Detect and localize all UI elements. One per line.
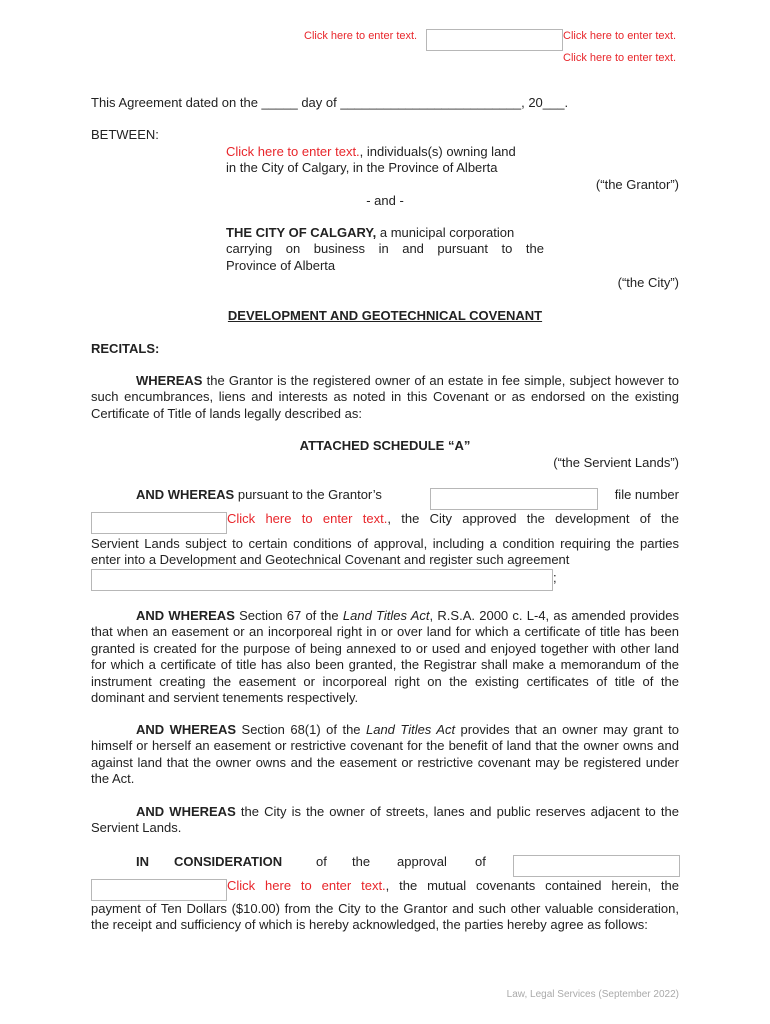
recital-2-line-2 [227,511,679,526]
consideration-w2: CONSIDERATION [174,854,283,869]
city-description-3: Province of Alberta [226,257,336,273]
header-placeholder-3[interactable]: Click here to enter text. [563,52,677,64]
city-description-1: a municipal corporation [376,225,515,240]
recital-3-lead: AND WHEREAS [136,608,235,623]
recital-5-lead: AND WHEREAS [136,804,236,819]
recital-2-text-a: pursuant to the Grantor’s [234,487,382,502]
grantor-block [226,144,546,177]
header-placeholder-2[interactable]: Click here to enter text. [563,30,677,42]
recital-2-lead: AND WHEREAS [136,487,235,502]
recital-2-line-1 [136,487,382,502]
city-name: THE CITY OF CALGARY, [226,225,377,240]
recital-2-text-b: file number [614,487,679,502]
consideration-w5: approval [397,854,447,869]
consideration-text-b: payment of Ten Dollars ($10.00) from the City to the Grantor and such other valuable consideration, the receipt and sufficiency of which is hereby acknowledged, the parties hereby agree as follows: [91,901,679,933]
recital-3-act: Land Titles Act [342,608,430,623]
consideration-w1: IN [136,854,149,869]
recital-4-act: Land Titles Act [365,722,456,737]
consideration-text-a: , the mutual covenants contained herein, the [385,878,679,893]
grantor-placeholder[interactable]: Click here to enter text. [226,144,360,159]
grantor-label: (“the Grantor”) [595,177,679,192]
consideration-w3: of [316,854,327,869]
grantor-file-field[interactable] [430,488,598,510]
schedule-title: ATTACHED SCHEDULE “A” [299,438,471,453]
recital-1-lead: WHEREAS [136,373,203,388]
recital-4-text-a: Section 68(1) of the [236,722,366,737]
recitals-heading: RECITALS: [91,341,160,356]
recital-4-lead: AND WHEREAS [136,722,237,737]
agreement-date-line: This Agreement dated on the _____ day of _________________________, 20___. [91,95,569,110]
consideration-w6: of [475,854,486,869]
schedule-label: (“the Servient Lands”) [553,455,679,470]
header-text-field[interactable] [426,29,563,51]
grantor-description-1: , individuals(s) owning land [359,144,516,159]
covenant-title: DEVELOPMENT AND GEOTECHNICAL COVENANT [227,308,543,323]
grantor-description-2: in the City of Calgary, in the Province of Alberta [226,160,498,176]
consideration-w4: the [352,854,371,869]
recital-3 [91,608,679,706]
footer: Law, Legal Services (September 2022) [506,989,679,1000]
recital-3-text-b: , R.S.A. 2000 c. L-4, as amended provides that when an easement or an incorporeal right in or over land for which a certificate of title has been granted is created for the purpose of being annexed to or used and enjoyed together with other land for which a certificate of title has also been granted, the Registrar shall make a memorandum of the instrument creating the easement or incorporeal right on the existing certificates of title of the dominant and servient tenements respectively. [91,608,679,706]
recital-3-text-a: Section 67 of the [234,608,343,623]
recital-4 [91,722,679,788]
recital-2-text-d: Servient Lands subject to certain conditions of approval, including a condition requiring the parties enter into a Development and Geotechnical Covenant and register such agreement [91,536,679,568]
file-number-field[interactable] [91,512,227,534]
consideration-line-2 [227,878,679,893]
recital-1 [91,373,679,422]
city-label: (“the City”) [617,275,679,290]
recital-4-text-b: provides that an owner may grant to himself or herself an easement or restrictive covenant for the benefit of land that the owner owns and against land that the owner owns and the easement or restrictive covenant may be registered under the Act. [91,722,679,787]
city-description-2: carrying on business in and pursuant to the [226,241,544,257]
consideration-placeholder[interactable]: Click here to enter text. [227,878,386,893]
recital-5 [91,804,679,837]
recital-2-placeholder[interactable]: Click here to enter text. [227,511,388,526]
city-block [226,225,544,274]
between-label: BETWEEN: [91,127,159,142]
recital-2-text-c: , the City approved the development of the [387,511,679,526]
registration-field[interactable] [91,569,553,591]
header-placeholder-1[interactable]: Click here to enter text. [304,30,418,42]
recital-1-text: the Grantor is the registered owner of an estate in fee simple, subject however to such encumbrances, liens and interests as noted in this Covenant or as endorsed on the existing Certificate of Title of lands legally described as: [91,373,679,421]
approval-field[interactable] [513,855,680,877]
recital-2-text-e: ; [553,570,557,585]
consideration-field[interactable] [91,879,227,901]
recital-5-text: the City is the owner of streets, lanes and public reserves adjacent to the Servient Lands. [91,804,679,836]
and-separator: - and - [366,193,404,208]
